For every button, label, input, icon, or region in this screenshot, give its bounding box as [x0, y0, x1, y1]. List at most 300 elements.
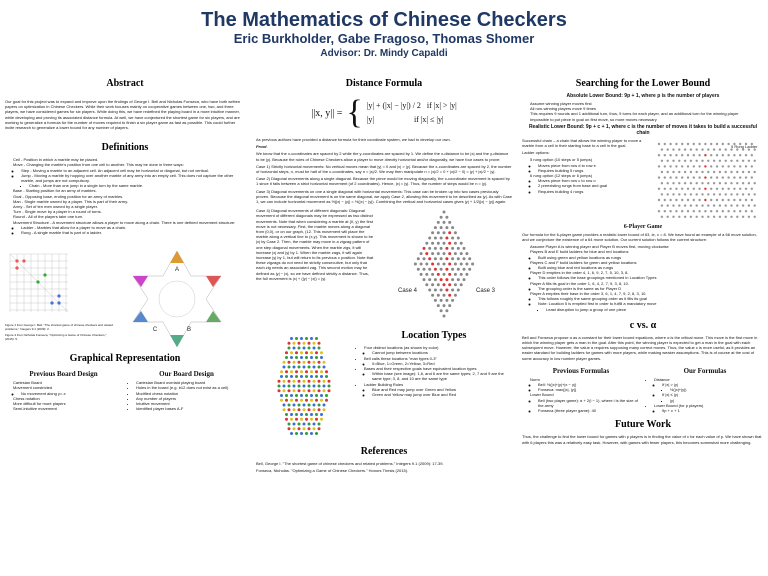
- board-figures: [5, 249, 245, 349]
- ladder-cell: [719, 182, 721, 184]
- ladder-cell: [678, 148, 680, 150]
- location-cell: [298, 385, 301, 388]
- location-cell: [278, 385, 281, 388]
- ladder-cell: [698, 143, 700, 145]
- location-item: ◦ 0=Blue, 1=Green, 2=Yellow, 3=Red: [372, 361, 512, 366]
- location-cell: [318, 423, 321, 426]
- six-player-text: Our formula for the 6-player game provides a realistic lower bound of 63, ie, c = 8. We have found an example of a 66 move solution, and we conjecture the existence of a 64 move solution. Our current solution follows the current structure:: [522, 231, 757, 243]
- board-cell: [454, 284, 457, 287]
- board-cell: [451, 299, 454, 302]
- column-right: [522, 78, 764, 573]
- ladder-cell: [667, 182, 669, 184]
- location-cell: [295, 432, 298, 435]
- abstract-heading: Abstract: [106, 78, 144, 89]
- location-cell: [308, 361, 311, 364]
- location-cell: [293, 347, 296, 350]
- location-cell: [323, 361, 326, 364]
- board-cell: [437, 304, 440, 307]
- location-cell: [308, 366, 311, 369]
- location-cell: [298, 347, 301, 350]
- location-cell: [300, 371, 303, 374]
- board-cell: [420, 273, 423, 276]
- location-cell: [290, 356, 293, 359]
- location-item: ◦ Green and Yellow may jump over Blue and Red: [372, 392, 512, 397]
- board-cell: [454, 252, 457, 255]
- location-cell: [315, 399, 318, 402]
- location-cell: [315, 371, 318, 374]
- graphical-heading: Graphical Representation: [69, 353, 181, 365]
- location-cell: [328, 380, 331, 383]
- board-cell: [434, 247, 437, 250]
- board-cell: [440, 268, 443, 271]
- ladder-cell: [667, 148, 669, 150]
- ladder-cell: [722, 176, 724, 178]
- location-cell: [295, 375, 298, 378]
- board-cell: [443, 242, 446, 245]
- board-cell: [454, 263, 457, 266]
- ladder-cell: [722, 143, 724, 145]
- formulas-row: [522, 365, 764, 413]
- ladder-cell: [675, 143, 677, 145]
- absolute-lower-bound: Absolute Lower Bound: 9p + 1, where p is the number of players: [566, 93, 720, 99]
- board-cell: [457, 268, 460, 271]
- board-cell: [457, 289, 460, 292]
- location-cell: [318, 347, 321, 350]
- board-cell: [454, 242, 457, 245]
- ladder-cell: [693, 165, 695, 167]
- our-board-item: • Modified chess notation: [136, 391, 245, 396]
- location-cell: [280, 394, 283, 397]
- location-cell: [283, 366, 286, 369]
- six-item: ◦ This order follows the base groupings mentioned in Location Types: [538, 275, 764, 280]
- board-cell: [445, 310, 448, 313]
- board-cell: [420, 263, 423, 266]
- chain-definition: Successful chain – a chain that allows the winning player to move a marble from a cell in their starting base to a cell in the goal: [522, 137, 642, 149]
- ladder-cell: [693, 187, 695, 189]
- ladder-cell: [684, 182, 686, 184]
- location-cell: [295, 418, 298, 421]
- board-cell: [443, 273, 446, 276]
- six-item: ◦ Built using green and yellow locations as rungs: [538, 255, 764, 260]
- ladder-cell: [725, 148, 727, 150]
- board-cell: [457, 247, 460, 250]
- ladder-cell: [745, 187, 747, 189]
- board-cell: [448, 304, 451, 307]
- board-cell: [437, 232, 440, 235]
- prev-board-item: • Cartesian Board: [13, 380, 122, 385]
- ladder-cell: [754, 171, 756, 173]
- location-types: [356, 330, 512, 442]
- poster-title: The Mathematics of Chinese Checkers: [201, 9, 567, 31]
- ladder-cell: [675, 210, 677, 212]
- location-cell: [288, 423, 291, 426]
- ladder-cell: [710, 165, 712, 167]
- prev-formula-item: ◦ Bell: ½(|x|+|y|+|x − y|): [538, 382, 640, 387]
- location-cell: [313, 404, 316, 407]
- poster-authors: Eric Burkholder, Gabe Fragoso, Thomas Shomer: [233, 31, 535, 46]
- location-cell: [278, 390, 281, 393]
- location-cell: [320, 352, 323, 355]
- location-cell: [298, 380, 301, 383]
- ladder-cell: [698, 176, 700, 178]
- location-cell: [298, 404, 301, 407]
- ladder-cell: [701, 148, 703, 150]
- location-cell: [315, 337, 318, 340]
- ladder-cell: [713, 148, 715, 150]
- our-board-item: • Cartesian Board overlaid playing board: [136, 380, 245, 385]
- ladder-cell: [661, 193, 663, 195]
- location-cell: [298, 428, 301, 431]
- ladder-cell: [693, 143, 695, 145]
- base-label-b: B: [186, 327, 192, 334]
- ladder-cell: [745, 165, 747, 167]
- board-cell: [468, 258, 471, 261]
- ladder-cell: [669, 165, 671, 167]
- location-cell: [295, 337, 298, 340]
- board-cell: [443, 221, 446, 224]
- future-work-text: Thus, the challenge to find the lower bound for games with p players is in finding the value of c for each value of p. We have shown that with 6 players this was a relatively easy task. However, with games with fewer players, this becomes somewhat more challenging.: [522, 434, 762, 445]
- location-cell: [303, 366, 306, 369]
- location-cell: [318, 366, 321, 369]
- ladder-cell: [713, 171, 715, 173]
- board-cell: [443, 294, 446, 297]
- case-2-text: Case 2) Diagonal movements along a single diagonal. Because the piece would be moving diagonally, the x-coordinate movement is spaced by 1 since it falls between a strict horizontal movement (of 2 coordinates). Hence, |x| = |y|. Thus, the number of steps would be n = |y|.: [256, 176, 510, 187]
- location-cell: [295, 394, 298, 397]
- figure-caption-2: Figure 3 from Nicholas Fonseca, "Optimizing a Game of Chinese Checkers," (2015): 5.: [5, 333, 107, 342]
- ladder-cell: [716, 210, 718, 212]
- location-cell: [303, 342, 306, 345]
- ladder-cell: [684, 204, 686, 206]
- figure-caption-1: Figure 1 from George I. Bell, "The shortest game of chinese checkers and related problems," Integers 9.1 (2009): 2.: [5, 323, 113, 332]
- location-cell: [318, 380, 321, 383]
- ladder-cell: [742, 193, 744, 195]
- case3-label: Case 3: [476, 288, 496, 295]
- lower-bound-heading: Searching for the Lower Bound: [575, 78, 711, 89]
- ladder-cell: [681, 143, 683, 145]
- board-cell: [451, 278, 454, 281]
- ladder-cell: [696, 171, 698, 173]
- location-cell: [298, 342, 301, 345]
- location-cell: [305, 371, 308, 374]
- board-cell: [448, 221, 451, 224]
- ladder-cell: [672, 193, 674, 195]
- location-cell: [293, 409, 296, 412]
- location-cell: [310, 337, 313, 340]
- distance-cases-figure: [378, 208, 510, 328]
- ladder-cell: [678, 215, 680, 217]
- ladder-cell: [739, 187, 741, 189]
- ladder-cell: [672, 159, 674, 161]
- formula-lhs: ||x, y|| =: [311, 107, 343, 119]
- board-cell: [448, 252, 451, 255]
- ladder-cell: [716, 176, 718, 178]
- board-cell: [428, 289, 431, 292]
- ladder-cell: [678, 193, 680, 195]
- location-cell: [285, 394, 288, 397]
- our-formulas-heading: Our Formulas: [683, 366, 727, 375]
- six-item: • Players C and F build ladders for green and yellow locations: [530, 260, 764, 265]
- ladder-cell: [678, 171, 680, 173]
- formula-brace: {: [346, 94, 363, 131]
- ladder-cell: [719, 148, 721, 150]
- board-cell: [445, 247, 448, 250]
- location-cell: [283, 409, 286, 412]
- prev-board-design: [5, 368, 122, 411]
- location-cell: [305, 337, 308, 340]
- location-cell: [308, 404, 311, 407]
- location-cell: [290, 352, 293, 355]
- ladder-cell: [716, 154, 718, 156]
- ladder-cell: [748, 159, 750, 161]
- board-cell: [443, 252, 446, 255]
- ladder-cell: [684, 215, 686, 217]
- ladder-cell: [725, 215, 727, 217]
- location-cell: [320, 356, 323, 359]
- location-cell: [315, 352, 318, 355]
- ladder-cell: [658, 187, 660, 189]
- location-item: • Bell calls these locations "man types 0-3": [364, 356, 512, 361]
- board-cell: [454, 273, 457, 276]
- location-cell: [280, 399, 283, 402]
- ladder-cell: [722, 210, 724, 212]
- location-cell: [323, 366, 326, 369]
- def-item: ◦ Jump - Moving a marble by hopping over another marble of any army into an empty cell. This does not capture the other marble, and jumps are not compulsory.: [21, 173, 245, 183]
- board-cell: [417, 268, 420, 271]
- ladder-cell: [716, 187, 718, 189]
- location-cell: [320, 418, 323, 421]
- board-cell: [465, 252, 468, 255]
- ladder-cell: [745, 199, 747, 201]
- location-cell: [305, 352, 308, 355]
- def-item: • Army - Set of ten men owned by a single player.: [13, 204, 245, 209]
- board-cell: [437, 263, 440, 266]
- location-cell: [328, 390, 331, 393]
- ladder-cell: [701, 215, 703, 217]
- abs-item: • Assume winning player moves first: [530, 101, 764, 106]
- ladder-cell: [725, 159, 727, 161]
- location-cell: [308, 390, 311, 393]
- location-cell: [298, 409, 301, 412]
- location-cell: [300, 399, 303, 402]
- ladder-cell: [678, 204, 680, 206]
- base-label-a: A: [174, 267, 180, 274]
- board-cell: [437, 284, 440, 287]
- location-cell: [323, 385, 326, 388]
- location-cell: [308, 409, 311, 412]
- def-item: ▪ Chain - More than one jump in a single turn by the same marble.: [29, 183, 245, 188]
- case-1-text: Case 1) Strictly horizontal movements: No vertical moves mean that |y| = 0 and |x| > |y|. Because the x-coordinates are spaced by 2, the number of horizontal steps, n, must be half of the x-coordinates, say n = |x|/2. We may then manipulate n = |x|/2 = 0 + |x|/2 − 0| = |y| + |x|/2 − |y|.: [256, 163, 512, 175]
- ladder-cell: [698, 187, 700, 189]
- board-cell: [428, 237, 431, 240]
- ladder-cell: [704, 176, 706, 178]
- ladder-cell: [669, 199, 671, 201]
- ladder-cell: [667, 215, 669, 217]
- location-cell: [305, 432, 308, 435]
- ladder-cell: [739, 210, 741, 212]
- ladder-cell: [736, 204, 738, 206]
- six-item: • Players B and E build ladders for blue and red locations: [530, 249, 764, 254]
- board-cell: [443, 304, 446, 307]
- ladder-cell: [681, 187, 683, 189]
- figure-captions: [5, 323, 113, 343]
- location-cell: [310, 399, 313, 402]
- ladder-cell: [678, 159, 680, 161]
- ladder-cell: [696, 215, 698, 217]
- location-cell: [303, 428, 306, 431]
- location-cell: [300, 418, 303, 421]
- location-cell: [305, 413, 308, 416]
- location-cell: [308, 380, 311, 383]
- location-cell: [288, 404, 291, 407]
- cvs-heading: c vs. α: [629, 319, 657, 331]
- ladder-cell: [754, 215, 756, 217]
- location-cell: [320, 371, 323, 374]
- ladder-cell: [725, 193, 727, 195]
- ladder-cell: [707, 148, 709, 150]
- ladder-cell: [664, 210, 666, 212]
- ladder-cell: [669, 154, 671, 156]
- poster-header: [0, 0, 768, 60]
- six-item: ◦ Note: Location 5 is emptied first in order to fulfill a mandatory move: [538, 301, 764, 306]
- location-row: [256, 330, 512, 442]
- ladder-cell: [707, 204, 709, 206]
- location-cell: [283, 380, 286, 383]
- ladder-cell: [713, 204, 715, 206]
- location-cell: [280, 375, 283, 378]
- location-cell: [303, 361, 306, 364]
- location-cell: [315, 375, 318, 378]
- ladder-cell: [733, 199, 735, 201]
- location-cell: [303, 409, 306, 412]
- ladder-label: Ladder options:: [522, 150, 550, 156]
- location-cell: [293, 390, 296, 393]
- ladder-cell: [701, 204, 703, 206]
- location-cell: [295, 399, 298, 402]
- distance-heading: Distance Formula: [345, 78, 423, 89]
- ladder-cell: [745, 154, 747, 156]
- location-cell: [303, 380, 306, 383]
- ladder-cell: [707, 171, 709, 173]
- location-cell: [295, 371, 298, 374]
- def-item: • Round - All of the players take one turn.: [13, 214, 245, 219]
- ladder-cell: [733, 210, 735, 212]
- ladder-cell: [701, 171, 703, 173]
- ladder-cell: [754, 182, 756, 184]
- ladder-text: [522, 138, 650, 222]
- location-cell: [318, 342, 321, 345]
- ladder-cell: [675, 187, 677, 189]
- prev-formula-item: ◦ Fonseca: max{|x|, |y|}: [538, 387, 640, 392]
- board-cell: [454, 294, 457, 297]
- ladder-cell: [661, 159, 663, 161]
- location-cell: [318, 385, 321, 388]
- ladder-cell: [745, 210, 747, 212]
- location-cell: [288, 347, 291, 350]
- board-cell: [425, 252, 428, 255]
- location-cell: [288, 380, 291, 383]
- board-cell: [431, 273, 434, 276]
- ladder-item: ◦ Requires building 4 rungs: [538, 189, 650, 194]
- board-cell: [431, 263, 434, 266]
- ladder-cell: [690, 148, 692, 150]
- board-cell: [443, 211, 446, 214]
- ladder-cell: [681, 176, 683, 178]
- prev-formulas-heading: Previous Formulas: [552, 366, 610, 375]
- location-cell: [285, 371, 288, 374]
- board-cell: [440, 216, 443, 219]
- formula-case2: |y|: [366, 115, 374, 124]
- location-cell: [300, 356, 303, 359]
- board-cell: [440, 299, 443, 302]
- location-cell: [315, 432, 318, 435]
- ladder-cell: [675, 165, 677, 167]
- distance-formula: [256, 93, 512, 133]
- board-cell: [445, 278, 448, 281]
- ladder-cell: [667, 193, 669, 195]
- board-cell: [440, 278, 443, 281]
- our-formula-item: ▪ |y|: [670, 398, 764, 403]
- location-cell: [318, 361, 321, 364]
- ladder-cell: [733, 165, 735, 167]
- ladder-cell: [678, 182, 680, 184]
- board-cell: [451, 237, 454, 240]
- references-heading: References: [360, 446, 408, 458]
- board-cell: [468, 268, 471, 271]
- ladder-cell: [736, 171, 738, 173]
- prev-formula-item: • Lower Bound: [530, 392, 640, 397]
- ladder-cell: [730, 171, 732, 173]
- ladder-cell: [698, 199, 700, 201]
- definitions-heading: Definitions: [101, 142, 149, 154]
- our-formulas: [646, 365, 764, 413]
- ladder-cell: [687, 154, 689, 156]
- ladder-cell: [698, 210, 700, 212]
- board-cell: [434, 289, 437, 292]
- ladder-item: ◦ Moves piece from row c to row o: [538, 178, 650, 183]
- ladder-cell: [745, 176, 747, 178]
- board-cell: [431, 242, 434, 245]
- ladder-cell: [742, 182, 744, 184]
- location-cell: [290, 418, 293, 421]
- board-cell: [445, 216, 448, 219]
- ladder-cell: [730, 193, 732, 195]
- ladder-cell: [739, 154, 741, 156]
- ladder-cell: [664, 165, 666, 167]
- our-formula-item: ▪ ½(|x|+|y|): [670, 387, 764, 392]
- ladder-cell: [727, 143, 729, 145]
- location-cell: [310, 418, 313, 421]
- location-cell: [328, 385, 331, 388]
- def-item: ◦ Rung - A single marble that is part of a ladder.: [21, 230, 245, 235]
- ladder-cell: [658, 143, 660, 145]
- board-cell: [428, 247, 431, 250]
- our-board-design: [128, 368, 245, 411]
- location-cell: [283, 361, 286, 364]
- ladder-cell: [693, 176, 695, 178]
- ladder-cell: [733, 154, 735, 156]
- board-cell: [437, 273, 440, 276]
- our-formula-item: ◦ If |x| ≤ |y|: [662, 392, 764, 397]
- ladder-cell: [716, 199, 718, 201]
- board-cell: [428, 258, 431, 261]
- prev-board-item: • Chess notation: [13, 396, 122, 401]
- location-heading: Location Types: [401, 330, 467, 342]
- location-cell: [313, 385, 316, 388]
- six-item: ◦ This follows roughly the same grouping order as it fills its goal: [538, 296, 764, 301]
- location-cell: [285, 375, 288, 378]
- prev-board-item: ◦ No movement along y=-x: [21, 391, 122, 396]
- ladder-cell: [742, 171, 744, 173]
